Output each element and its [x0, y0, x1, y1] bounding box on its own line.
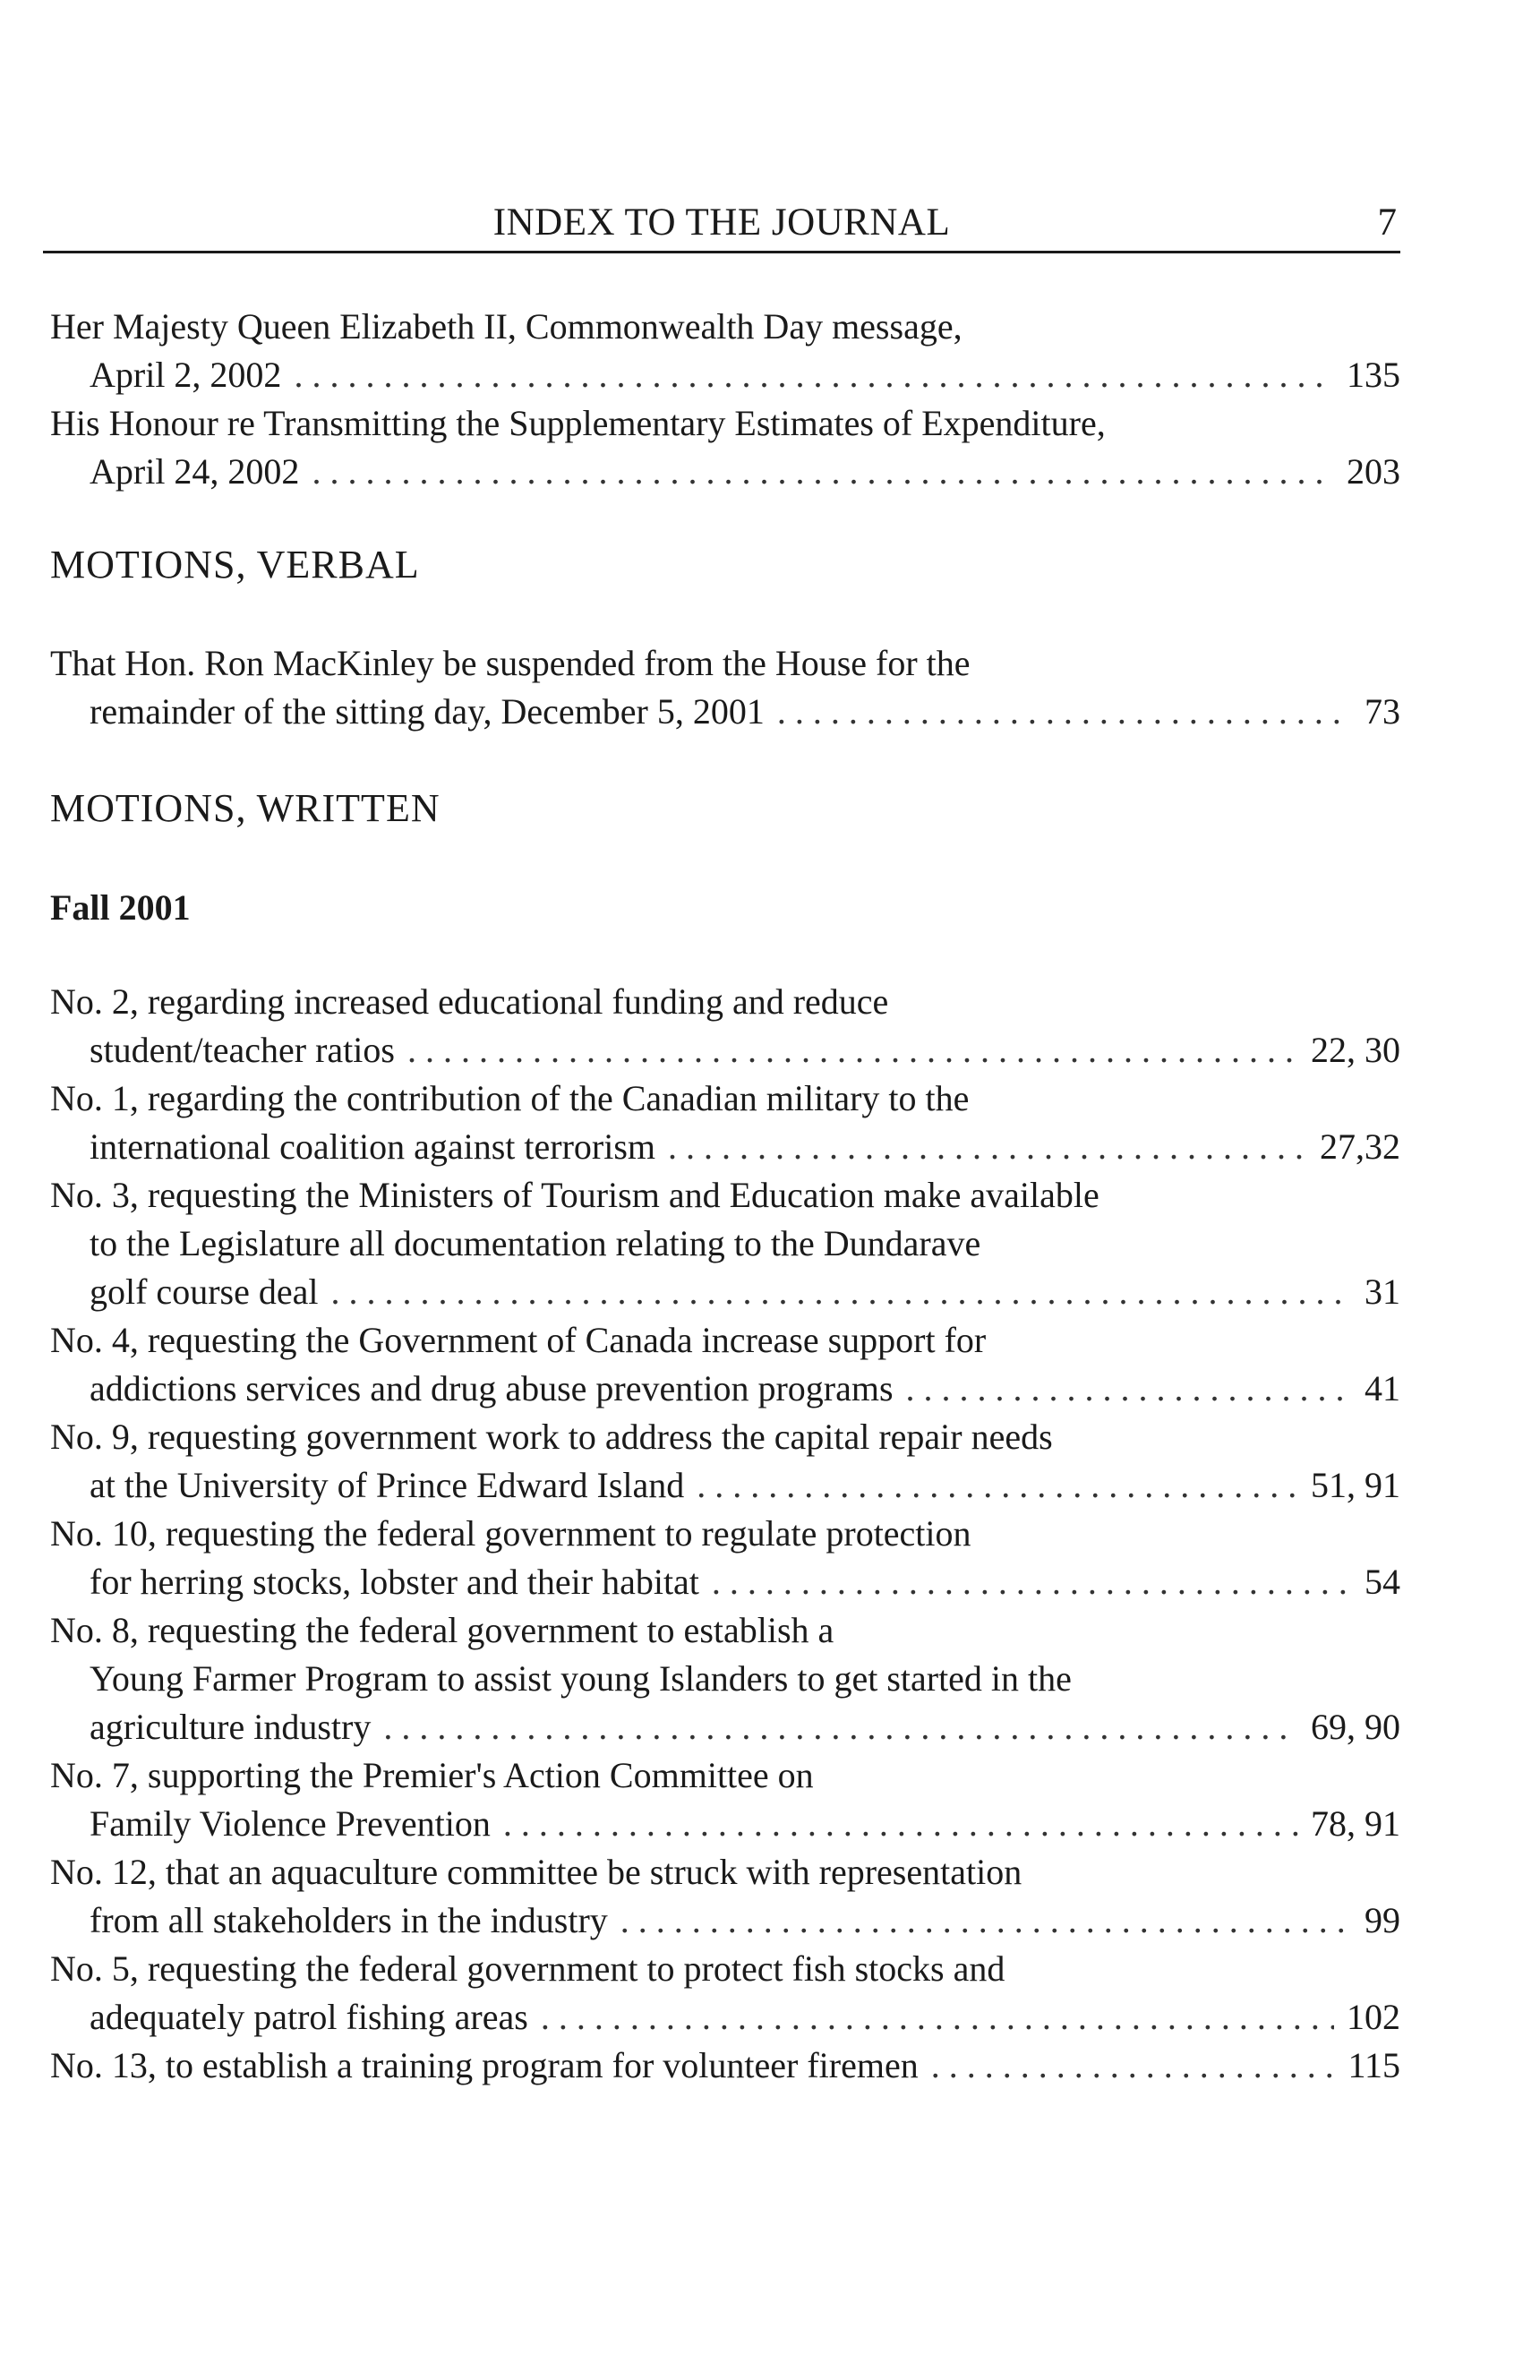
dot-leader — [312, 448, 1334, 496]
entry-leader-line — [50, 351, 1400, 399]
page-reference: 78, 91 — [1311, 1803, 1400, 1844]
messages-section — [50, 303, 1400, 496]
entry-text: No. 12, that an aquaculture committee be struck with representation — [50, 1852, 1022, 1892]
page-reference: 54 — [1365, 1562, 1400, 1602]
dot-leader — [712, 1558, 1352, 1606]
entry-text: at the University of Prince Edward Island — [90, 1465, 685, 1505]
entry-text: addictions services and drug abuse prevention programs — [90, 1368, 894, 1408]
entry-text: No. 1, regarding the contribution of the Canadian military to the — [50, 1078, 970, 1118]
entry-text: Her Majesty Queen Elizabeth II, Commonwealth Day message, — [50, 306, 962, 347]
entry-leader-line — [50, 1800, 1400, 1848]
entry-leader-line — [50, 1993, 1400, 2042]
index-entry — [50, 303, 1400, 399]
dot-leader — [931, 2042, 1336, 2090]
dot-leader — [777, 688, 1352, 736]
dot-leader — [620, 1896, 1352, 1945]
entry-text: No. 2, regarding increased educational funding and reduce — [50, 981, 889, 1022]
entry-text: No. 3, requesting the Ministers of Tourism and Education make available — [50, 1175, 1099, 1215]
page-number: 7 — [1377, 201, 1397, 244]
page-reference: 73 — [1365, 691, 1400, 732]
motions-written-entries — [50, 978, 1400, 2090]
page-reference: 203 — [1347, 451, 1400, 492]
entry-text: April 2, 2002 — [90, 355, 282, 395]
index-entry — [50, 2042, 1400, 2090]
page-reference: 51, 91 — [1311, 1465, 1400, 1505]
page-reference: 22, 30 — [1311, 1030, 1400, 1070]
entry-leader-line — [50, 688, 1400, 736]
section-heading: MOTIONS, WRITTEN — [50, 786, 441, 830]
dot-leader — [330, 1268, 1352, 1316]
entry-text: No. 13, to establish a training program for volunteer firemen — [50, 2045, 919, 2085]
page-reference: 102 — [1347, 1997, 1400, 2037]
entry-text: from all stakeholders in the industry — [90, 1900, 608, 1940]
index-entry — [50, 978, 1400, 1074]
dot-leader — [668, 1123, 1307, 1171]
index-entry — [50, 1751, 1400, 1848]
dot-leader — [407, 1026, 1298, 1074]
section-heading: MOTIONS, VERBAL — [50, 543, 420, 586]
index-entry — [50, 1848, 1400, 1945]
running-head — [43, 197, 1400, 253]
page-reference: 115 — [1348, 2045, 1400, 2085]
index-entry — [50, 1171, 1400, 1316]
dot-leader — [541, 1993, 1334, 2042]
entry-leader-line — [50, 448, 1400, 496]
entry-text: to the Legislature all documentation relating to the Dundarave — [90, 1223, 981, 1263]
index-entry — [50, 1606, 1400, 1751]
dot-leader — [383, 1703, 1298, 1751]
index-entry — [50, 1316, 1400, 1413]
subsection-heading: Fall 2001 — [50, 887, 191, 928]
entry-leader-line — [50, 2042, 1400, 2090]
entry-text: for herring stocks, lobster and their habitat — [90, 1562, 699, 1602]
index-entry — [50, 1413, 1400, 1510]
entry-text: Young Farmer Program to assist young Islanders to get started in the — [90, 1658, 1072, 1699]
index-entry — [50, 1945, 1400, 2042]
entry-leader-line — [50, 1896, 1400, 1945]
entry-leader-line — [50, 1461, 1400, 1510]
page-reference: 41 — [1365, 1368, 1400, 1408]
entry-text: His Honour re Transmitting the Supplementary Estimates of Expenditure, — [50, 403, 1106, 443]
entry-text: No. 10, requesting the federal government to regulate protection — [50, 1513, 971, 1554]
page-reference: 99 — [1365, 1900, 1400, 1940]
page-reference: 27,32 — [1320, 1126, 1400, 1167]
index-entry — [50, 1074, 1400, 1171]
entry-leader-line — [50, 1123, 1400, 1171]
entry-text: remainder of the sitting day, December 5, 2001 — [90, 691, 765, 732]
index-entry — [50, 1510, 1400, 1606]
entry-text: No. 9, requesting government work to address the capital repair needs — [50, 1417, 1053, 1457]
entry-text: No. 5, requesting the federal government to protect fish stocks and — [50, 1948, 1005, 1989]
entry-text: Family Violence Prevention — [90, 1803, 491, 1844]
dot-leader — [503, 1800, 1298, 1848]
page-title: INDEX TO THE JOURNAL — [492, 201, 951, 244]
entry-leader-line — [50, 1703, 1400, 1751]
index-entry — [50, 399, 1400, 496]
page-reference: 31 — [1365, 1271, 1400, 1312]
motions-written-section — [50, 785, 1400, 831]
page-reference: 69, 90 — [1311, 1707, 1400, 1747]
entry-text: agriculture industry — [90, 1707, 372, 1747]
dot-leader — [906, 1365, 1352, 1413]
entry-text: adequately patrol fishing areas — [90, 1997, 528, 2037]
entry-text: That Hon. Ron MacKinley be suspended from the House for the — [50, 643, 971, 683]
entry-text: April 24, 2002 — [90, 451, 300, 492]
page-reference: 135 — [1347, 355, 1400, 395]
dot-leader — [294, 351, 1334, 399]
entry-text: No. 4, requesting the Government of Canada increase support for — [50, 1320, 987, 1360]
entry-text: student/teacher ratios — [90, 1030, 395, 1070]
motions-verbal-section — [50, 542, 1400, 587]
entry-text: No. 7, supporting the Premier's Action Committee on — [50, 1755, 814, 1795]
motions-verbal-entries — [50, 639, 1400, 736]
entry-leader-line — [50, 1026, 1400, 1074]
entry-leader-line — [50, 1558, 1400, 1606]
entry-leader-line — [50, 1365, 1400, 1413]
index-entry — [50, 639, 1400, 736]
entry-text: golf course deal — [90, 1271, 319, 1312]
motions-written-subsection — [50, 886, 1400, 929]
entry-leader-line — [50, 1268, 1400, 1316]
entry-text: No. 8, requesting the federal government to establish a — [50, 1610, 834, 1650]
entry-text: international coalition against terrorism — [90, 1126, 656, 1167]
dot-leader — [697, 1461, 1298, 1510]
